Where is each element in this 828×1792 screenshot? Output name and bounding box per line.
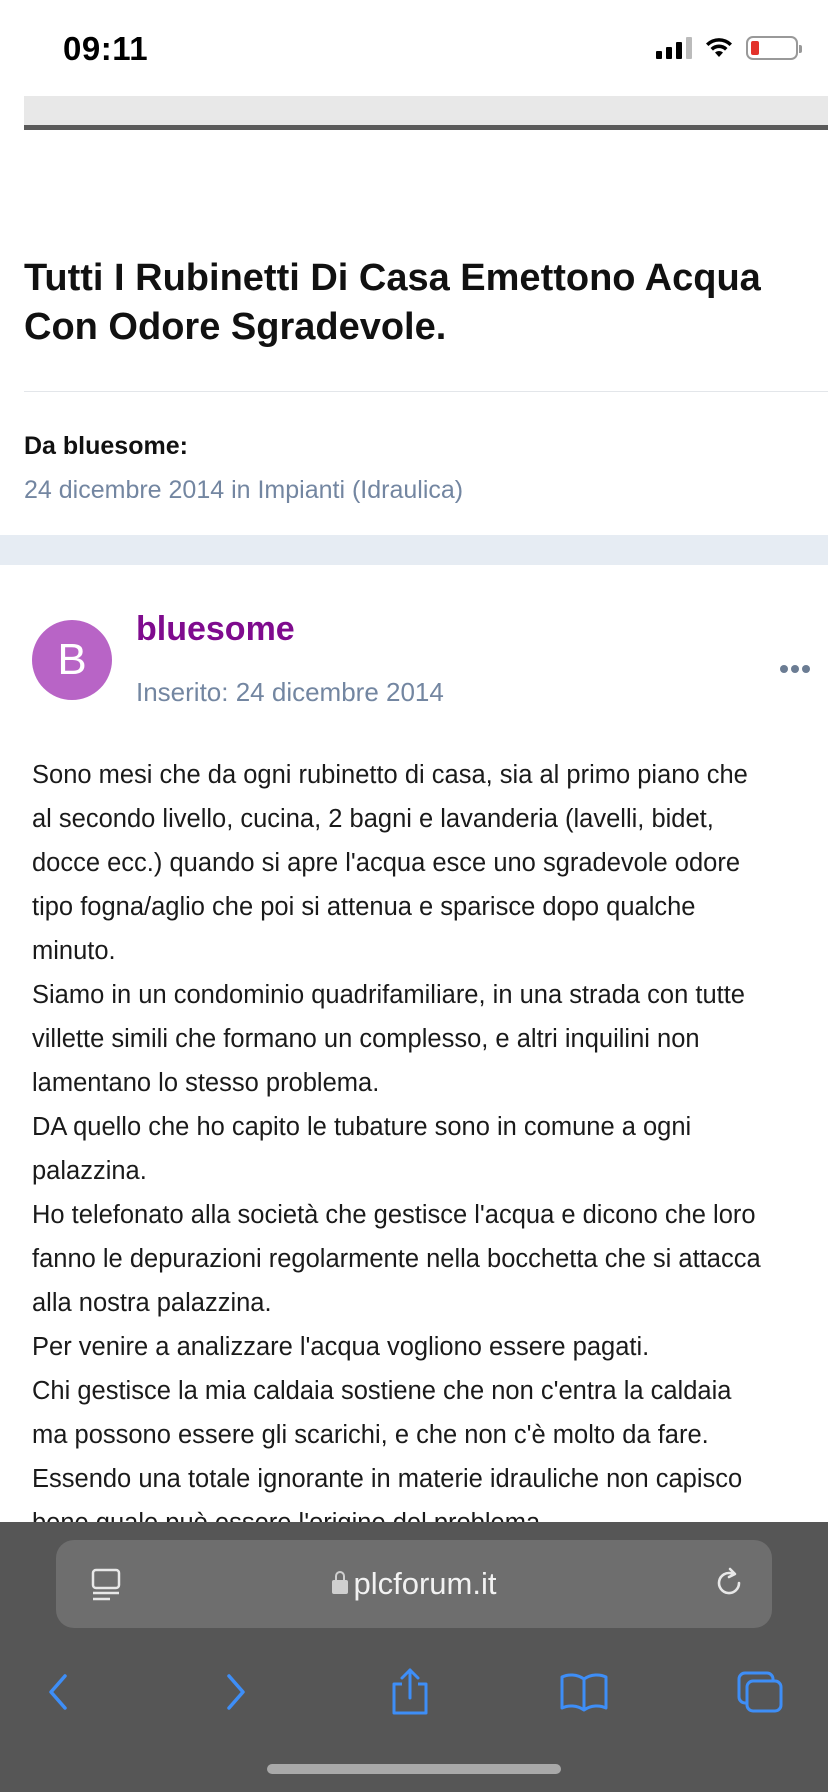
address-bar[interactable] [56, 1540, 772, 1628]
url-display[interactable] [56, 1566, 772, 1602]
article-meta[interactable]: 24 dicembre 2014 in Impianti (Idraulica) [24, 476, 464, 504]
status-bar [0, 0, 828, 96]
battery-icon [746, 36, 798, 60]
post-line: fanno le depurazioni regolarmente nella bocchetta che si attacca [32, 1245, 761, 1273]
post-line: docce ecc.) quando si apre l'acqua esce uno sgradevole odore [32, 849, 740, 877]
status-icons [656, 36, 798, 60]
status-time: 09:11 [63, 30, 149, 67]
article-header [0, 130, 828, 535]
wifi-icon [704, 37, 734, 59]
post-line: Per venire a analizzare l'acqua vogliono essere pagati. [32, 1333, 650, 1361]
bookmarks-button[interactable] [554, 1662, 614, 1722]
post-line: al secondo livello, cucina, 2 bagni e lavanderia (lavelli, bidet, [32, 805, 714, 833]
reload-icon[interactable] [712, 1566, 746, 1600]
forward-button[interactable] [206, 1662, 266, 1722]
bookmarks-icon [558, 1670, 610, 1714]
post-line: alla nostra palazzina. [32, 1289, 272, 1317]
divider [24, 391, 828, 392]
tabs-icon [735, 1669, 785, 1715]
post-line: ma possono essere gli scarichi, e che non c'è molto da fare. [32, 1421, 709, 1449]
post-line: tipo fogna/aglio che poi si attenua e sparisce dopo qualche [32, 893, 696, 921]
post-line: Ho telefonato alla società che gestisce l'acqua e dicono che loro [32, 1201, 756, 1229]
home-indicator [267, 1764, 561, 1774]
lock-icon [332, 1580, 348, 1594]
post-line: Chi gestisce la mia caldaia sostiene che non c'entra la caldaia [32, 1377, 732, 1405]
top-strip [24, 96, 828, 130]
browser-toolbar [0, 1522, 828, 1792]
post-body [32, 753, 828, 1545]
tabs-button[interactable] [730, 1662, 790, 1722]
post-line: minuto. [32, 937, 116, 965]
page-title: Tutti I Rubinetti Di Casa Emettono Acqua Con Odore Sgradevole. [24, 257, 761, 348]
post-line: lamentano lo stesso problema. [32, 1069, 380, 1097]
avatar[interactable]: B [32, 620, 112, 700]
share-button[interactable] [380, 1662, 440, 1722]
post-date: Inserito: 24 dicembre 2014 [136, 677, 444, 707]
section-gap [0, 535, 828, 565]
browser-nav [0, 1662, 828, 1742]
back-button[interactable] [28, 1662, 88, 1722]
post-line: palazzina. [32, 1157, 147, 1185]
signal-icon [656, 37, 692, 59]
post-line: villette simili che formano un complesso, e altri inquilini non [32, 1025, 700, 1053]
back-icon [43, 1670, 73, 1714]
post-line: Sono mesi che da ogni rubinetto di casa, sia al primo piano che [32, 761, 748, 789]
post-line: Essendo una totale ignorante in materie idrauliche non capisco [32, 1465, 743, 1493]
url-text: plcforum.it [353, 1566, 497, 1601]
author-label: Da bluesome: [24, 432, 188, 460]
share-icon [388, 1667, 432, 1717]
post-line: Siamo in un condominio quadrifamiliare, in una strada con tutte [32, 981, 745, 1009]
more-options-icon[interactable] [780, 665, 810, 673]
post-author[interactable]: bluesome [136, 610, 295, 648]
forward-icon [221, 1670, 251, 1714]
post-line: DA quello che ho capito le tubature sono in comune a ogni [32, 1113, 692, 1141]
